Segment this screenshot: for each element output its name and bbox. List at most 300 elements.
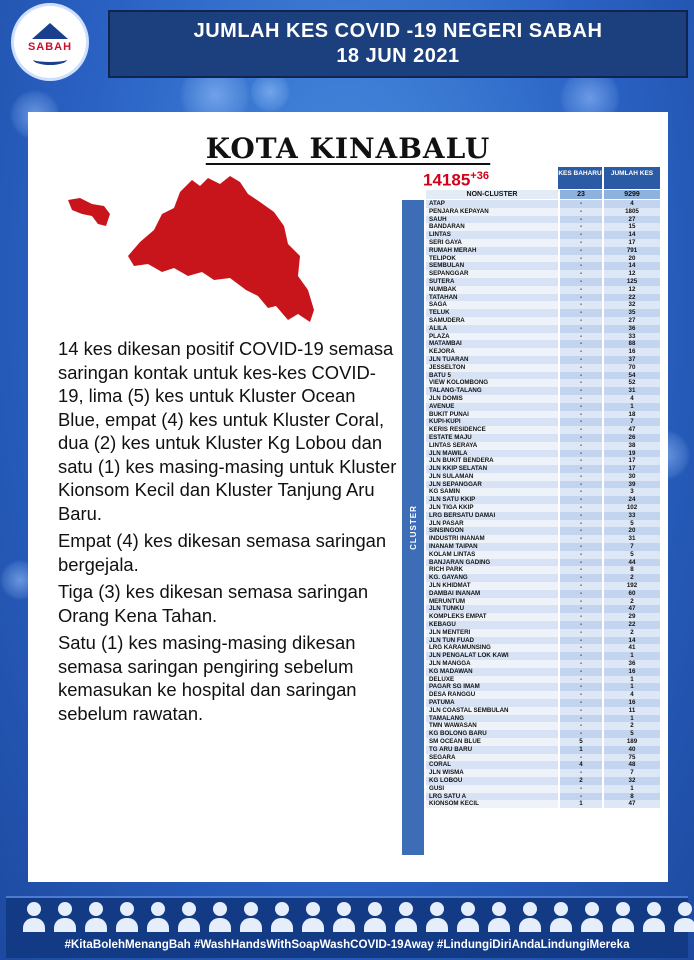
person-icon: [394, 900, 418, 934]
table-row: [426, 590, 660, 598]
cluster-name: KIONSOM KECIL: [426, 800, 558, 808]
table-row: [426, 450, 660, 458]
table-row: [426, 527, 660, 535]
cluster-new-cases: -: [560, 543, 602, 551]
non-cluster-label: NON-CLUSTER: [426, 190, 558, 199]
table-row: [426, 262, 660, 270]
logo-text: SABAH: [27, 41, 73, 53]
person-icon: [146, 900, 170, 934]
person-icon: [425, 900, 449, 934]
table-row: [426, 722, 660, 730]
person-icon: [363, 900, 387, 934]
cluster-name: TAMALANG: [426, 715, 558, 723]
cluster-total-cases: 15: [604, 223, 660, 231]
cluster-name: TG ARU BARU: [426, 746, 558, 754]
table-row: [426, 488, 660, 496]
cluster-total-cases: 16: [604, 348, 660, 356]
table-row: [426, 574, 660, 582]
cluster-name: JLN MANGGA: [426, 660, 558, 668]
cluster-total-cases: 5: [604, 551, 660, 559]
table-row: [426, 340, 660, 348]
cluster-name: INDUSTRI INANAM: [426, 535, 558, 543]
mountain-icon: [32, 23, 68, 39]
table-row: [426, 496, 660, 504]
table-row: [426, 637, 660, 645]
person-icon: [642, 900, 666, 934]
person-icon: [301, 900, 325, 934]
table-row: [426, 535, 660, 543]
cluster-total-cases: 17: [604, 457, 660, 465]
cluster-name: SM OCEAN BLUE: [426, 738, 558, 746]
cluster-name: JLN PENGALAT LOK KAWI: [426, 652, 558, 660]
cluster-name: KG. GAYANG: [426, 574, 558, 582]
person-icon: [549, 900, 573, 934]
table-row: [426, 738, 660, 746]
cluster-new-cases: -: [560, 644, 602, 652]
cluster-total-cases: 2: [604, 629, 660, 637]
cluster-new-cases: 1: [560, 746, 602, 754]
cluster-new-cases: -: [560, 255, 602, 263]
cluster-name: AVENUE: [426, 403, 558, 411]
cluster-new-cases: -: [560, 356, 602, 364]
cluster-total-cases: 22: [604, 621, 660, 629]
cluster-new-cases: -: [560, 574, 602, 582]
person-icon: [84, 900, 108, 934]
cluster-name: JLN MENTERI: [426, 629, 558, 637]
cluster-new-cases: -: [560, 301, 602, 309]
cluster-total-cases: 47: [604, 800, 660, 808]
cluster-name: KOLAM LINTAS: [426, 551, 558, 559]
cluster-name: LRG SATU A: [426, 793, 558, 801]
cluster-new-cases: -: [560, 683, 602, 691]
cluster-name: MERUNTUM: [426, 598, 558, 606]
table-row: [426, 426, 660, 434]
cluster-name: SINSINGON: [426, 527, 558, 535]
cluster-name: SAMUDERA: [426, 317, 558, 325]
person-icon: [177, 900, 201, 934]
cluster-new-cases: -: [560, 426, 602, 434]
total-cases: [423, 170, 489, 191]
cluster-new-cases: -: [560, 387, 602, 395]
description-paragraph: Satu (1) kes masing-masing dikesan semasa saringan pengiring sebelum kemasukan ke hospital dan saringan sebelum rawatan.: [58, 632, 357, 724]
cluster-total-cases: 26: [604, 434, 660, 442]
cluster-name: JLN DOMIS: [426, 395, 558, 403]
cluster-name: KG MADAWAN: [426, 668, 558, 676]
cluster-name: GUSI: [426, 785, 558, 793]
cluster-total-cases: 52: [604, 379, 660, 387]
cluster-name: DAMBAI INANAM: [426, 590, 558, 598]
table-row: [426, 356, 660, 364]
cluster-total-cases: 5: [604, 520, 660, 528]
table-row: [426, 504, 660, 512]
cluster-total-cases: 32: [604, 777, 660, 785]
table-row: [426, 465, 660, 473]
cluster-name: SEPANGGAR: [426, 270, 558, 278]
cluster-name: JLN KHIDMAT: [426, 582, 558, 590]
cluster-total-cases: 16: [604, 668, 660, 676]
cluster-new-cases: -: [560, 442, 602, 450]
cluster-name: KG LOBOU: [426, 777, 558, 785]
cluster-name: SUTERA: [426, 278, 558, 286]
cluster-name: DESA RANGGU: [426, 691, 558, 699]
table-row: [426, 473, 660, 481]
cluster-total-cases: 1805: [604, 208, 660, 216]
cluster-total-cases: 41: [604, 644, 660, 652]
sabah-logo: [14, 6, 86, 78]
cluster-name: SAUH: [426, 216, 558, 224]
cluster-new-cases: -: [560, 278, 602, 286]
cluster-new-cases: -: [560, 473, 602, 481]
cluster-name: BANDARAN: [426, 223, 558, 231]
table-row: [426, 348, 660, 356]
cluster-total-cases: 7: [604, 543, 660, 551]
cluster-new-cases: -: [560, 395, 602, 403]
cluster-new-cases: -: [560, 520, 602, 528]
cluster-new-cases: -: [560, 247, 602, 255]
person-icon: [487, 900, 511, 934]
cluster-name: LINTAS SERAYA: [426, 442, 558, 450]
cluster-name: JLN SULAMAN: [426, 473, 558, 481]
cluster-new-cases: -: [560, 411, 602, 419]
table-row: [426, 543, 660, 551]
cluster-new-cases: -: [560, 223, 602, 231]
table-row: [426, 777, 660, 785]
person-icon: [270, 900, 294, 934]
cluster-total-cases: 36: [604, 325, 660, 333]
cluster-new-cases: -: [560, 613, 602, 621]
cluster-label-column: [402, 200, 424, 855]
cluster-new-cases: -: [560, 294, 602, 302]
table-row: [426, 387, 660, 395]
cluster-name: KEJORA: [426, 348, 558, 356]
table-row: [426, 800, 660, 808]
cluster-total-cases: 30: [604, 473, 660, 481]
cluster-total-cases: 75: [604, 754, 660, 762]
cluster-new-cases: 2: [560, 777, 602, 785]
wave-icon: [33, 54, 67, 65]
cluster-total-cases: 20: [604, 255, 660, 263]
cluster-total-cases: 19: [604, 450, 660, 458]
table-row: [426, 559, 660, 567]
table-row: [426, 520, 660, 528]
cluster-total-cases: 31: [604, 535, 660, 543]
cluster-total-cases: 14: [604, 231, 660, 239]
cluster-new-cases: 4: [560, 761, 602, 769]
cluster-new-cases: 1: [560, 800, 602, 808]
cluster-total-cases: 40: [604, 746, 660, 754]
cluster-total-cases: 29: [604, 613, 660, 621]
cluster-new-cases: -: [560, 270, 602, 278]
table-row: [426, 785, 660, 793]
cluster-new-cases: -: [560, 535, 602, 543]
cluster-total-cases: 1: [604, 403, 660, 411]
table-row: [426, 605, 660, 613]
cluster-name: JLN SATU KKIP: [426, 496, 558, 504]
cluster-name: JLN TUN FUAD: [426, 637, 558, 645]
people-illustration: [22, 900, 694, 934]
cluster-total-cases: 4: [604, 200, 660, 208]
cluster-total-cases: 2: [604, 574, 660, 582]
person-icon: [580, 900, 604, 934]
table-row: [426, 598, 660, 606]
page-header: [108, 10, 688, 78]
cluster-new-cases: -: [560, 769, 602, 777]
content-panel: [28, 112, 668, 882]
cluster-new-cases: -: [560, 722, 602, 730]
cluster-new-cases: -: [560, 364, 602, 372]
table-row: [426, 411, 660, 419]
cluster-new-cases: -: [560, 551, 602, 559]
cluster-name: JESSELTON: [426, 364, 558, 372]
table-row: [426, 629, 660, 637]
table-row: [426, 208, 660, 216]
cluster-total-cases: 7: [604, 769, 660, 777]
cluster-name: JLN KKIP SELATAN: [426, 465, 558, 473]
table-row: [426, 707, 660, 715]
cluster-total-cases: 88: [604, 340, 660, 348]
cluster-name: LRG BERSATU DAMAI: [426, 512, 558, 520]
person-icon: [456, 900, 480, 934]
cluster-name: KUPI-KUPI: [426, 418, 558, 426]
table-row: [426, 457, 660, 465]
cluster-name: LINTAS: [426, 231, 558, 239]
cluster-total-cases: 791: [604, 247, 660, 255]
cluster-name: JLN TUNKU: [426, 605, 558, 613]
cluster-name: JLN TUARAN: [426, 356, 558, 364]
person-icon: [332, 900, 356, 934]
cluster-new-cases: -: [560, 231, 602, 239]
cluster-new-cases: -: [560, 379, 602, 387]
cluster-total-cases: 54: [604, 372, 660, 380]
cluster-total-cases: 47: [604, 605, 660, 613]
cluster-total-cases: 4: [604, 691, 660, 699]
person-icon: [673, 900, 694, 934]
table-row: [426, 286, 660, 294]
table-row: [426, 691, 660, 699]
cluster-new-cases: -: [560, 488, 602, 496]
cluster-new-cases: -: [560, 730, 602, 738]
table-row: [426, 372, 660, 380]
table-row: [426, 403, 660, 411]
cluster-new-cases: -: [560, 372, 602, 380]
cluster-name: JLN BUKIT BENDERA: [426, 457, 558, 465]
table-row: [426, 309, 660, 317]
cluster-name: SEMBULAN: [426, 262, 558, 270]
virus-decoration: [250, 72, 290, 112]
cluster-new-cases: -: [560, 598, 602, 606]
table-row: [426, 613, 660, 621]
cluster-total-cases: 17: [604, 465, 660, 473]
cluster-total-cases: 102: [604, 504, 660, 512]
cluster-new-cases: -: [560, 216, 602, 224]
table-row: [426, 754, 660, 762]
non-cluster-new-cases: 23: [560, 190, 602, 199]
cluster-new-cases: -: [560, 621, 602, 629]
cluster-new-cases: -: [560, 660, 602, 668]
cluster-total-cases: 39: [604, 481, 660, 489]
cluster-new-cases: -: [560, 676, 602, 684]
table-row: [426, 200, 660, 208]
table-row: [426, 325, 660, 333]
cluster-new-cases: -: [560, 637, 602, 645]
description-paragraph: Tiga (3) kes dikesan semasa saringan Orang Kena Tahan.: [58, 581, 369, 626]
cluster-total-cases: 27: [604, 317, 660, 325]
cluster-new-cases: -: [560, 200, 602, 208]
person-icon: [208, 900, 232, 934]
table-row: [426, 294, 660, 302]
cluster-new-cases: -: [560, 434, 602, 442]
table-row: [426, 761, 660, 769]
cluster-name: PAGAR SG IMAM: [426, 683, 558, 691]
table-row: [426, 255, 660, 263]
column-header-kes-baharu: KES BAHARU: [558, 167, 602, 189]
cluster-name: KG SAMIN: [426, 488, 558, 496]
table-row: [426, 278, 660, 286]
cluster-new-cases: -: [560, 629, 602, 637]
cluster-new-cases: -: [560, 403, 602, 411]
cluster-name: KOMPLEKS EMPAT: [426, 613, 558, 621]
table-row: [426, 364, 660, 372]
cluster-new-cases: -: [560, 715, 602, 723]
table-row: [426, 715, 660, 723]
cluster-total-cases: 1: [604, 676, 660, 684]
cluster-name: KERIS RESIDENCE: [426, 426, 558, 434]
cluster-name: JLN PASAR: [426, 520, 558, 528]
cluster-new-cases: -: [560, 512, 602, 520]
cluster-total-cases: 60: [604, 590, 660, 598]
case-description: [58, 337, 398, 729]
table-row: [426, 418, 660, 426]
cluster-total-cases: 8: [604, 566, 660, 574]
cluster-total-cases: 35: [604, 309, 660, 317]
cluster-name: CORAL: [426, 761, 558, 769]
cluster-name: INANAM TAIPAN: [426, 543, 558, 551]
cluster-name: TMN WAWASAN: [426, 722, 558, 730]
cluster-new-cases: -: [560, 754, 602, 762]
cluster-name: SAGA: [426, 301, 558, 309]
cluster-total-cases: 189: [604, 738, 660, 746]
cluster-total-cases: 36: [604, 660, 660, 668]
cluster-label: CLUSTER: [408, 505, 418, 550]
cluster-new-cases: -: [560, 527, 602, 535]
table-row: [426, 551, 660, 559]
cluster-new-cases: -: [560, 566, 602, 574]
cluster-new-cases: -: [560, 457, 602, 465]
cluster-name: BUKIT PUNAI: [426, 411, 558, 419]
district-title: KOTA KINABALU: [205, 132, 491, 165]
cluster-new-cases: -: [560, 262, 602, 270]
person-icon: [53, 900, 77, 934]
cluster-name: MATAMBAI: [426, 340, 558, 348]
cluster-total-cases: 1: [604, 785, 660, 793]
cluster-new-cases: -: [560, 333, 602, 341]
cluster-new-cases: -: [560, 239, 602, 247]
cluster-new-cases: -: [560, 208, 602, 216]
cluster-name: BANJARAN GADING: [426, 559, 558, 567]
cluster-name: PENJARA KEPAYAN: [426, 208, 558, 216]
cluster-name: RUMAH MERAH: [426, 247, 558, 255]
cluster-name: TELUK: [426, 309, 558, 317]
description-paragraph: Empat (4) kes dikesan semasa saringan bergejala.: [58, 530, 387, 575]
cluster-rows: [426, 200, 660, 808]
cluster-total-cases: 32: [604, 301, 660, 309]
cluster-name: TELIPOK: [426, 255, 558, 263]
cluster-total-cases: 11: [604, 707, 660, 715]
cluster-total-cases: 38: [604, 442, 660, 450]
cluster-name: JLN SEPANGGAR: [426, 481, 558, 489]
cluster-total-cases: 5: [604, 730, 660, 738]
cluster-name: JLN MAWILA: [426, 450, 558, 458]
cluster-new-cases: -: [560, 590, 602, 598]
cluster-new-cases: -: [560, 317, 602, 325]
cluster-total-cases: 16: [604, 699, 660, 707]
cluster-new-cases: -: [560, 496, 602, 504]
cluster-total-cases: 44: [604, 559, 660, 567]
cluster-total-cases: 125: [604, 278, 660, 286]
cluster-name: RICH PARK: [426, 566, 558, 574]
person-icon: [115, 900, 139, 934]
table-row: [426, 793, 660, 801]
cluster-total-cases: 47: [604, 426, 660, 434]
cluster-name: KG BOLONG BARU: [426, 730, 558, 738]
cluster-new-cases: -: [560, 348, 602, 356]
cluster-name: PATUMA: [426, 699, 558, 707]
new-count: +36: [470, 170, 489, 182]
person-icon: [22, 900, 46, 934]
cluster-name: JLN COASTAL SEMBULAN: [426, 707, 558, 715]
table-row: [426, 699, 660, 707]
cluster-new-cases: -: [560, 652, 602, 660]
map-island: [68, 198, 110, 226]
person-icon: [518, 900, 542, 934]
cluster-name: JLN WISMA: [426, 769, 558, 777]
table-row: [426, 434, 660, 442]
cluster-new-cases: -: [560, 481, 602, 489]
cluster-name: LRG KARAMUNSING: [426, 644, 558, 652]
footer-banner: [6, 896, 688, 958]
cluster-total-cases: 24: [604, 496, 660, 504]
header-date: 18 JUN 2021: [336, 45, 460, 67]
header-title: JUMLAH KES COVID -19 NEGERI SABAH: [193, 20, 603, 42]
table-row: [426, 652, 660, 660]
cluster-total-cases: 20: [604, 527, 660, 535]
table-row: [426, 512, 660, 520]
cluster-total-cases: 33: [604, 512, 660, 520]
column-header-jumlah-kes: JUMLAH KES: [604, 167, 660, 189]
cluster-name: SERI GAYA: [426, 239, 558, 247]
cluster-total-cases: 70: [604, 364, 660, 372]
cluster-name: SEGARA: [426, 754, 558, 762]
cluster-new-cases: -: [560, 340, 602, 348]
cluster-new-cases: -: [560, 605, 602, 613]
table-row: [426, 660, 660, 668]
cluster-new-cases: -: [560, 325, 602, 333]
table-row: [426, 769, 660, 777]
cluster-name: NUMBAK: [426, 286, 558, 294]
cluster-name: JLN TIGA KKIP: [426, 504, 558, 512]
cluster-name: ESTATE MAJU: [426, 434, 558, 442]
cluster-total-cases: 27: [604, 216, 660, 224]
table-row: [426, 395, 660, 403]
cluster-new-cases: -: [560, 582, 602, 590]
cluster-total-cases: 48: [604, 761, 660, 769]
table-row: [426, 566, 660, 574]
cluster-total-cases: 14: [604, 637, 660, 645]
person-icon: [611, 900, 635, 934]
map-mainland: [128, 176, 314, 322]
cluster-total-cases: 17: [604, 239, 660, 247]
cluster-total-cases: 1: [604, 715, 660, 723]
